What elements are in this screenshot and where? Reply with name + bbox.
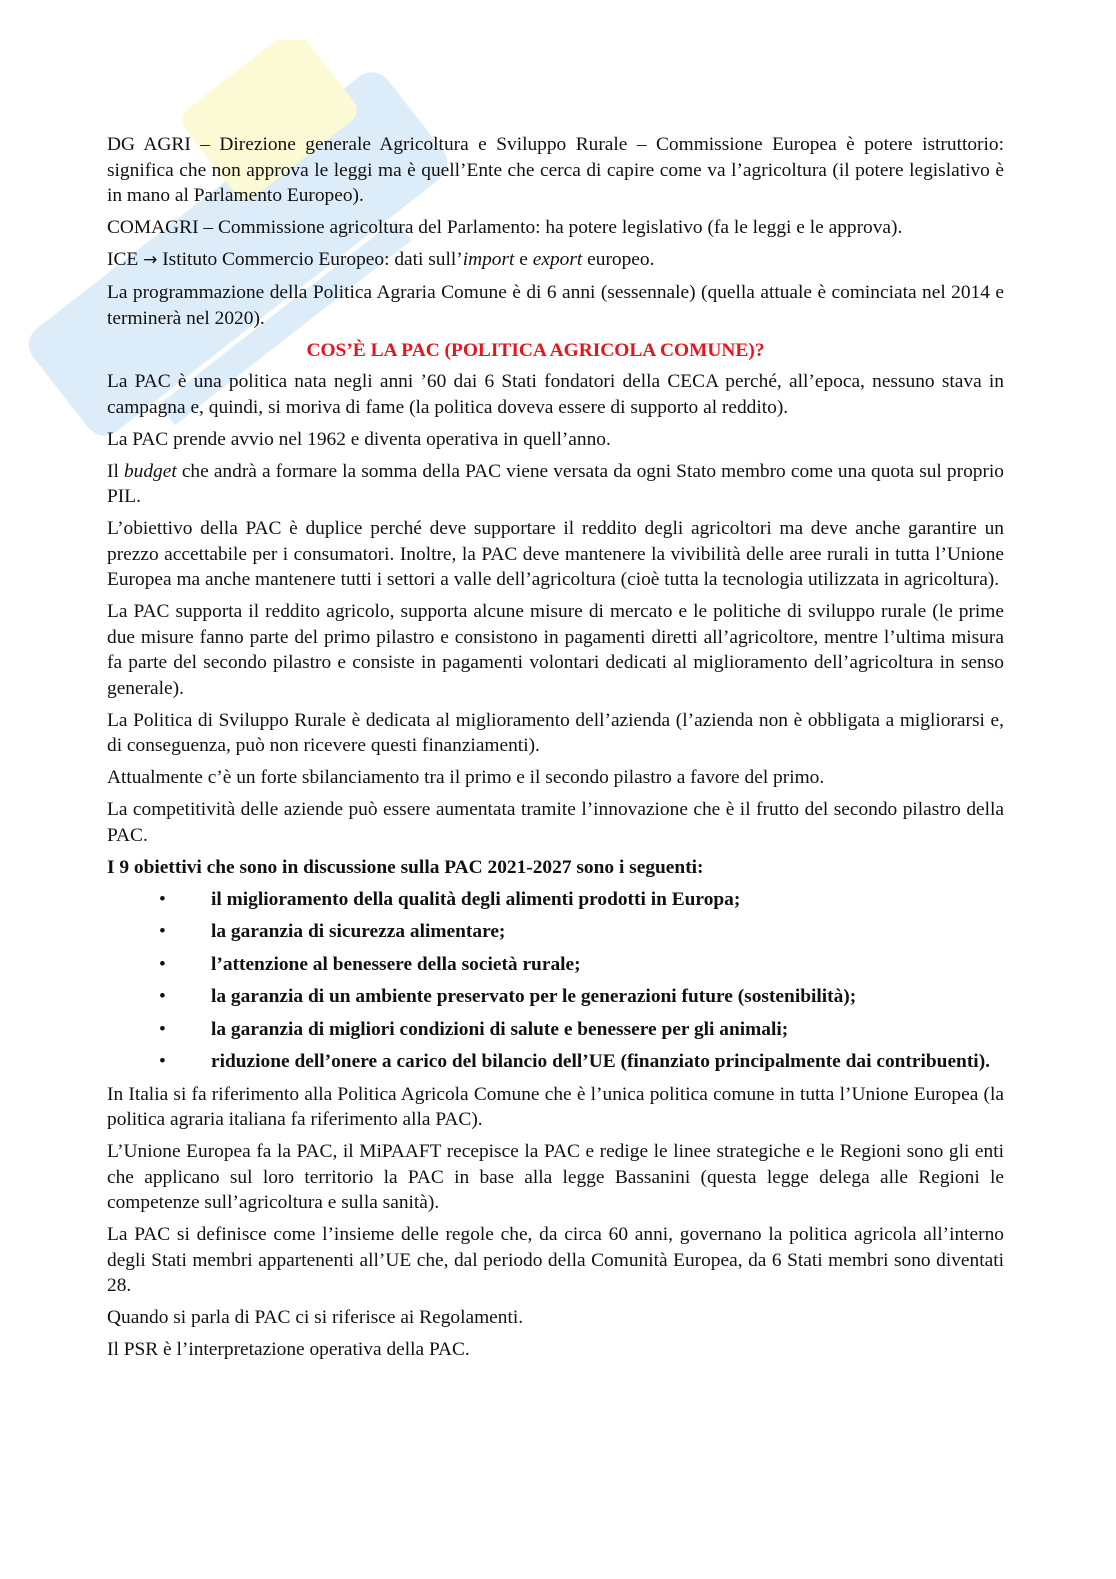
bullet-icon: •	[159, 1051, 166, 1072]
list-item	[107, 952, 1004, 978]
ice-export: export	[532, 249, 583, 270]
budget-post: che andrà a formare la somma della PAC viene versata da ogni Stato membro come una quota sul proprio PIL.	[107, 460, 1005, 507]
paragraph-comagri: COMAGRI – Commissione agricoltura del Parlamento: ha potere legislativo (fa le leggi e le approva).	[107, 217, 903, 238]
objective-text: la garanzia di sicurezza alimentare;	[211, 921, 506, 942]
bullet-icon: •	[159, 921, 166, 942]
paragraph-dg-agri: DG AGRI – Direzione generale Agricoltura e Sviluppo Rurale – Commissione Europea è potere istruttorio: significa che non approva le leggi ma è quell’Ente che cerca di capire come va l’agricoltura (il potere legislativo è in mano al Parlamento Europeo).	[107, 134, 1004, 206]
document-body	[107, 132, 1004, 1369]
paragraph-obiettivo: L’obiettivo della PAC è duplice perché deve supportare il reddito degli agricoltori ma deve anche garantire un prezzo accettabile per i consumatori. Inoltre, la PAC deve mantenere la vivibilità delle aree rurali in tutta l’Unione Europea ma anche mantenere tutti i settori a valle dell’agricoltura (cioè tutta la tecnologia utilizzata in agricoltura).	[107, 518, 1004, 590]
paragraph-nascita-pac: La PAC è una politica nata negli anni ’60 dai 6 Stati fondatori della CECA perché, all’epoca, nessuno stava in campagna e, quindi, si moriva di fame (la politica doveva essere di supporto al reddito).	[107, 371, 1004, 418]
list-item	[107, 1017, 1004, 1043]
paragraph-definizione: La PAC si definisce come l’insieme delle regole che, da circa 60 anni, governano la politica agricola all’interno degli Stati membri appartenenti all’UE che, dal periodo della Comunità Europea, da 6 Stati membri sono diventati 28.	[107, 1224, 1004, 1296]
section-heading: COS’È LA PAC (POLITICA AGRICOLA COMUNE)?	[306, 339, 765, 361]
paragraph-regolamenti: Quando si parla di PAC ci si riferisce ai Regolamenti.	[107, 1307, 524, 1328]
objectives-list	[107, 887, 1004, 1075]
objective-text: la garanzia di un ambiente preservato per le generazioni future (sostenibilità);	[211, 986, 857, 1007]
ice-import: import	[462, 249, 515, 270]
budget-pre: Il	[107, 460, 124, 482]
objective-text: riduzione dell’onere a carico del bilancio dell’UE (finanziato principalmente dai contribuenti).	[211, 1051, 990, 1072]
objective-text: l’attenzione al benessere della società rurale;	[211, 953, 581, 975]
bullet-icon: •	[159, 986, 166, 1007]
ice-lead: ICE	[107, 249, 139, 270]
arrow-right-icon: →	[143, 250, 158, 270]
list-item	[107, 1049, 1004, 1075]
paragraph-competitivita: La competitività delle aziende può essere aumentata tramite l’innovazione che è il frutto del secondo pilastro della PAC.	[107, 799, 1004, 846]
paragraph-mipaaft: L’Unione Europea fa la PAC, il MiPAAFT recepisce la PAC e redige le linee strategiche e le Regioni sono gli enti che applicano sul loro territorio la PAC in base alla legge Bassanini (questa legge delega alle Regioni le competenze sull’agricoltura e sulla sanità).	[107, 1141, 1004, 1213]
paragraph-avvio-pac: La PAC prende avvio nel 1962 e diventa operativa in quell’anno.	[107, 428, 611, 450]
ice-text-2: europeo.	[582, 249, 655, 270]
paragraph-sbilanciamento: Attualmente c’è un forte sbilanciamento tra il primo e il secondo pilastro a favore del primo.	[107, 767, 825, 788]
ice-and: e	[514, 249, 533, 270]
list-item	[107, 984, 1004, 1010]
paragraph-supporto: La PAC supporta il reddito agricolo, supporta alcune misure di mercato e le politiche di sviluppo rurale (le prime due misure fanno parte del primo pilastro e consistono in pagamenti diretti all’agricoltore, mentre l’ultima misura fa parte del secondo pilastro e consiste in pagamenti volontari dedicati al miglioramento dell’agricoltura in senso generale).	[107, 601, 1004, 699]
paragraph-italia: In Italia si fa riferimento alla Politica Agricola Comune che è l’unica politica comune in tutta l’Unione Europea (la politica agraria italiana fa riferimento alla PAC).	[107, 1083, 1004, 1130]
objectives-intro: I 9 obiettivi che sono in discussione sulla PAC 2021-2027 sono i seguenti:	[107, 856, 704, 878]
bullet-icon: •	[159, 953, 166, 975]
objective-text: la garanzia di migliori condizioni di salute e benessere per gli animali;	[211, 1018, 789, 1040]
list-item	[107, 887, 1004, 913]
bullet-icon: •	[159, 1018, 166, 1040]
budget-word: budget	[123, 460, 177, 482]
paragraph-psr: Il PSR è l’interpretazione operativa della PAC.	[107, 1339, 470, 1360]
paragraph-programmazione: La programmazione della Politica Agraria Comune è di 6 anni (sessennale) (quella attuale è cominciata nel 2014 e terminerà nel 2020).	[107, 282, 1004, 329]
objective-text: il miglioramento della qualità degli alimenti prodotti in Europa;	[211, 888, 741, 910]
list-item	[107, 919, 1004, 945]
bullet-icon: •	[159, 888, 166, 910]
paragraph-sviluppo-rurale: La Politica di Sviluppo Rurale è dedicata al miglioramento dell’azienda (l’azienda non è obbligata a migliorarsi e, di conseguenza, può non ricevere questi finanziamenti).	[107, 709, 1004, 756]
ice-text-1: Istituto Commercio Europeo: dati sull’	[157, 249, 463, 270]
paragraph-ice	[107, 247, 1004, 274]
paragraph-budget	[107, 459, 1004, 510]
